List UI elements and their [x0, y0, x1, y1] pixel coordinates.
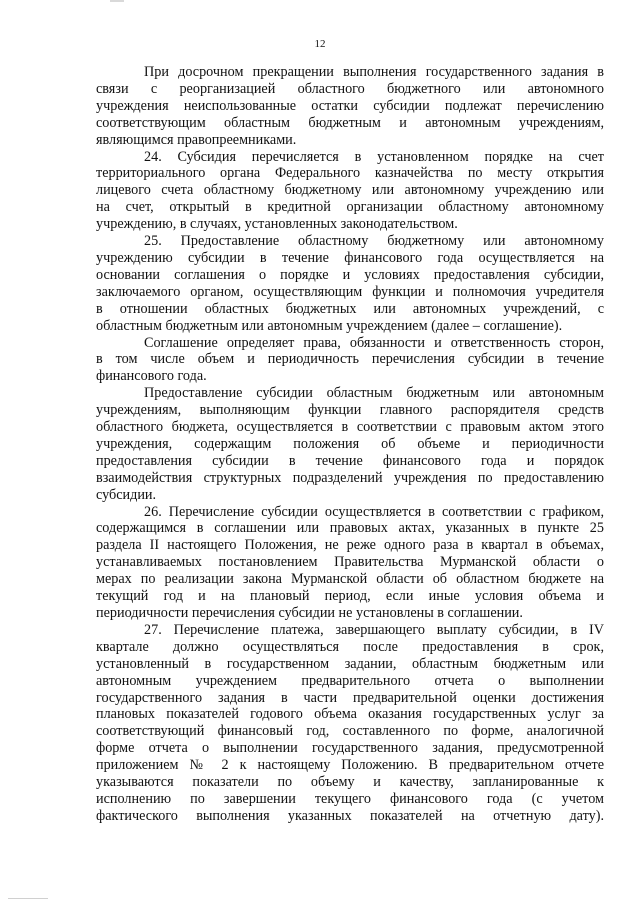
paragraph-line: учреждению, в случаях, установленных законодательством.: [96, 216, 458, 233]
paragraph-line: раздела II настоящего Положения, не реже одного раза в квартал в объемах,: [96, 537, 604, 554]
paragraph-line: лицевого счета областному бюджетному или автономному учреждению или: [96, 182, 604, 199]
scan-artifact-bottom: [8, 898, 48, 899]
paragraph-line: территориального органа Федерального казначейства по месту открытия: [96, 165, 604, 182]
paragraph-line: 27. Перечисление платежа, завершающего выплату субсидии, в IV: [144, 621, 604, 638]
paragraph-line: учреждению субсидии в течение финансового года осуществляется на: [96, 249, 604, 266]
paragraph-line: квартале должно осуществляться после предоставления в срок,: [96, 638, 604, 655]
paragraph-line: соответствующий финансовый год, составленного по форме, аналогичной: [96, 723, 604, 740]
paragraph-line: периодичности перечисления субсидии не установлены в соглашении.: [96, 605, 523, 621]
paragraph-line: 25. Предоставление областному бюджетному или автономному: [144, 233, 604, 250]
paragraph: [96, 233, 604, 334]
scan-artifact-top: [110, 0, 124, 2]
paragraph-line: государственного задания в части предварительной оценки достижения: [96, 689, 604, 706]
paragraph-line: соответствующим областным бюджетным и автономным учреждениям,: [96, 114, 604, 131]
paragraph: [96, 504, 604, 622]
paragraph-line: установленный в государственном задании, областным бюджетным или: [96, 655, 604, 672]
paragraph: [96, 64, 604, 149]
paragraph-line: исполнению по завершении текущего финансового года (с учетом: [96, 790, 604, 807]
paragraph-line: областным бюджетным или автономным учреждением (далее – соглашение).: [96, 317, 563, 334]
paragraph-line: указываются показатели по объему и качеству, запланированные к: [96, 774, 604, 791]
paragraph-line: предоставления субсидии в течение финансового года и порядок: [96, 452, 604, 469]
paragraph-line: связи с реорганизацией областного бюджетного или автономного: [96, 80, 604, 97]
paragraph: [96, 149, 604, 234]
paragraph-line: учреждения, содержащим положения об объеме и периодичности: [96, 435, 604, 452]
paragraph-line: субсидии.: [96, 486, 157, 503]
paragraph-line: форме отчета о выполнении государственного задания, предусмотренной: [96, 740, 604, 757]
paragraph-line: фактического выполнения указанных показателей на отчетную дату).: [96, 807, 604, 824]
document-body: [96, 64, 604, 825]
paragraph-line: устанавливаемых постановлением Правительства Мурманской области о: [96, 554, 604, 571]
paragraph-line: При досрочном прекращении выполнения государственного задания в: [144, 64, 604, 80]
paragraph-line: финансового года.: [96, 368, 207, 385]
paragraph-line: в том числе объем и периодичность перечисления субсидии в течение: [96, 351, 604, 368]
paragraph-line: 26. Перечисление субсидии осуществляется в соответствии с графиком,: [144, 503, 604, 520]
paragraph-line: текущий год и на плановый период, если иные условия объема и: [96, 588, 604, 605]
paragraph-line: учреждения неиспользованные остатки субсидии подлежат перечислению: [96, 97, 604, 114]
paragraph-line: учреждениям, выполняющим функции главного распорядителя средств: [96, 402, 604, 419]
paragraph-line: содержащимся в соглашении или правовых актах, указанных в пункте 25: [96, 520, 604, 537]
paragraph: [96, 385, 604, 503]
paragraph-line: на счет, открытый в кредитной организации областному автономному: [96, 199, 604, 216]
paragraph-line: Предоставление субсидии областным бюджетным или автономным: [144, 385, 604, 402]
paragraph-line: Соглашение определяет права, обязанности и ответственность сторон,: [144, 334, 604, 351]
paragraph-line: плановых показателей годового объема оказания государственных услуг за: [96, 706, 604, 723]
paragraph-line: приложением № 2 к настоящему Положению. В предварительном отчете: [96, 757, 604, 774]
paragraph-line: являющимся правопреемниками.: [96, 131, 297, 148]
paragraph: [96, 622, 604, 825]
paragraph-line: основании соглашения о порядке и условиях предоставления субсидии,: [96, 266, 604, 283]
paragraph: [96, 335, 604, 386]
page-number: 12: [314, 38, 326, 50]
paragraph-line: в отношении областных бюджетных или автономных учреждений, с: [96, 300, 604, 317]
paragraph-line: 24. Субсидия перечисляется в установленном порядке на счет: [144, 148, 604, 165]
paragraph-line: взаимодействия структурных подразделений учреждения по предоставлению: [96, 469, 604, 486]
paragraph-line: мерах по реализации закона Мурманской области об областном бюджете на: [96, 571, 604, 588]
paragraph-line: автономным учреждением предварительного отчета о выполнении: [96, 672, 604, 689]
paragraph-line: областного бюджета, осуществляется в соответствии с правовым актом этого: [96, 419, 604, 436]
paragraph-line: заключаемого органом, осуществляющим функции и полномочия учредителя: [96, 283, 604, 300]
